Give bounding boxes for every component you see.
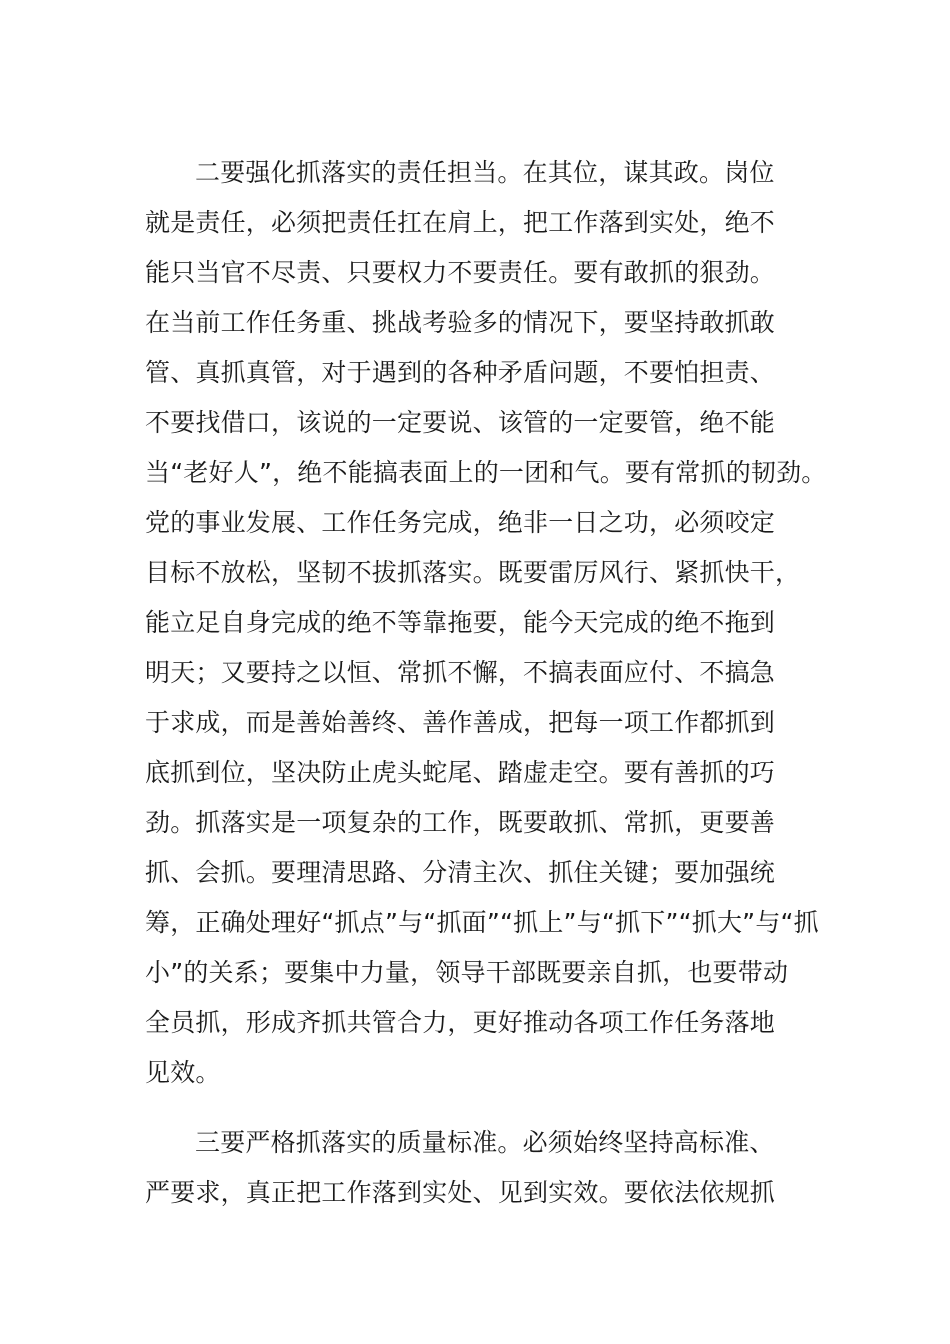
paragraph-line: 党的事业发展、工作任务完成，绝非一日之功，必须咬定 <box>145 508 776 537</box>
paragraph-line: 底抓到位，坚决防止虎头蛇尾、踏虚走空。要有善抓的巧 <box>145 758 776 787</box>
paragraph-line: 劲。抓落实是一项复杂的工作，既要敢抓、常抓，更要善 <box>145 808 776 837</box>
paragraph-line: 见效。 <box>145 1058 221 1087</box>
paragraph-line: 就是责任，必须把责任扛在肩上，把工作落到实处，绝不 <box>145 208 776 237</box>
paragraph-line: 筹，正确处理好“抓点”与“抓面”“抓上”与“抓下”“抓大”与“抓 <box>145 908 819 937</box>
paragraph-line: 能立足自身完成的绝不等靠拖要，能今天完成的绝不拖到 <box>145 608 776 637</box>
paragraph-line: 目标不放松，坚韧不拔抓落实。既要雷厉风行、紧抓快干， <box>145 558 801 587</box>
paragraph-line: 二要强化抓落实的责任担当。在其位，谋其政。岗位 <box>195 158 775 187</box>
paragraph-line: 小”的关系；要集中力量，领导干部既要亲自抓，也要带动 <box>145 958 789 987</box>
paragraph-line: 当“老好人”，绝不能搞表面上的一团和气。要有常抓的韧劲。 <box>145 458 827 487</box>
paragraph-line: 严要求，真正把工作落到实处、见到实效。要依法依规抓 <box>145 1178 776 1207</box>
paragraph-line: 全员抓，形成齐抓共管合力，更好推动各项工作任务落地 <box>145 1008 776 1037</box>
paragraph-line: 不要找借口，该说的一定要说、该管的一定要管，绝不能 <box>145 408 776 437</box>
paragraph-line: 明天；又要持之以恒、常抓不懈，不搞表面应付、不搞急 <box>145 658 776 687</box>
paragraph-line: 能只当官不尽责、只要权力不要责任。要有敢抓的狠劲。 <box>145 258 776 287</box>
paragraph-line: 于求成，而是善始善终、善作善成，把每一项工作都抓到 <box>145 708 776 737</box>
paragraph-line: 三要严格抓落实的质量标准。必须始终坚持高标准、 <box>195 1128 775 1157</box>
paragraph-line: 在当前工作任务重、挑战考验多的情况下，要坚持敢抓敢 <box>145 308 776 337</box>
paragraph-line: 抓、会抓。要理清思路、分清主次、抓住关键；要加强统 <box>145 858 776 887</box>
paragraph-line: 管、真抓真管，对于遇到的各种矛盾问题，不要怕担责、 <box>145 358 776 387</box>
